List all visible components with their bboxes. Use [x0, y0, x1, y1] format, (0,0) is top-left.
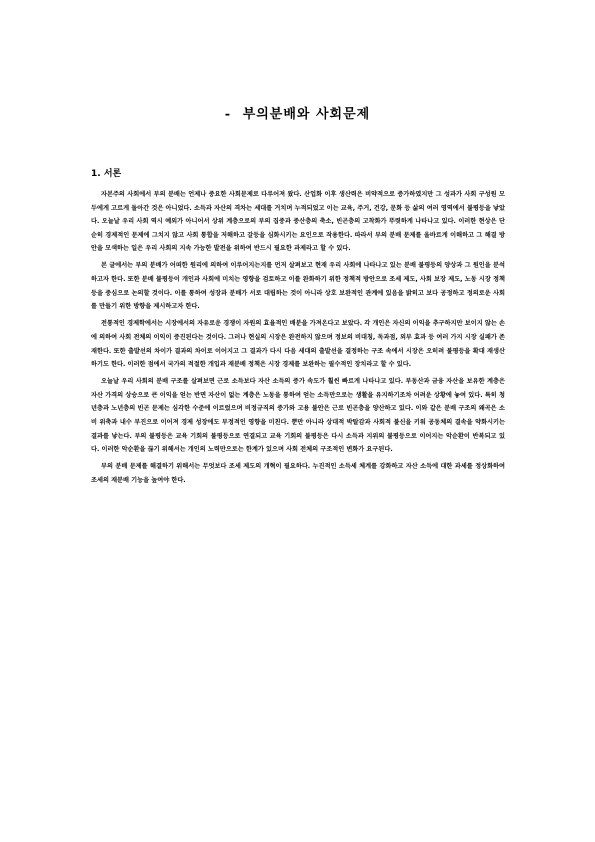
paragraph-3: 전통적인 경제학에서는 시장에서의 자유로운 경쟁이 자원의 효율적인 배분을 가져온다고 보았다. 각 개인은 자신의 이익을 추구하지만 보이지 않는 손에 의하여 사회 전체의 이익이 증진된다는 것이다. 그러나 현실의 시장은 완전하지 않으며 정보의 비대칭, 독과점, 외부 효과 등 여러 가지 시장 실패가 존재한다. 또한 출발선의 차이가 결과의 차이로 이어지고 그 결과가 다시 다음 세대의 출발선을 결정하는 구조 속에서 시장은 오히려 불평등을 확대 재생산하기도 한다. 이러한 점에서 국가의 적절한 개입과 재분배 정책은 시장 경제를 보완하는 필수적인 장치라고 할 수 있다.: [91, 320, 505, 369]
paragraph-5: 부의 분배 문제를 해결하기 위해서는 무엇보다 조세 제도의 개혁이 필요하다. 누진적인 소득세 체계를 강화하고 자산 소득에 대한 과세를 정상화하여 조세의 재분배 기능을 높여야 한다.: [91, 463, 505, 484]
body-text: [91, 188, 505, 491]
paragraph-1: 자본주의 사회에서 부의 분배는 언제나 중요한 사회문제로 다루어져 왔다. 산업화 이후 생산력은 비약적으로 증가하였지만 그 성과가 사회 구성원 모두에게 고르게 돌아간 것은 아니었다. 소득과 자산의 격차는 세대를 거치며 누적되었고 이는 교육, 주거, 건강, 문화 등 삶의 여러 영역에서 불평등을 낳았다. 오늘날 우리 사회 역시 예외가 아니어서 상위 계층으로의 부의 집중과 중산층의 축소, 빈곤층의 고착화가 뚜렷하게 나타나고 있다. 이러한 현상은 단순히 경제적인 문제에 그치지 않고 사회 통합을 저해하고 갈등을 심화시키는 요인으로 작용한다. 따라서 부의 분배 문제를 올바르게 이해하고 그 해결 방안을 모색하는 일은 우리 사회의 지속 가능한 발전을 위하여 반드시 필요한 과제라고 할 수 있다.: [91, 191, 505, 253]
section-heading: 1. 서론: [91, 169, 122, 179]
paragraph-2: 본 글에서는 부의 분배가 어떠한 원리에 의하여 이루어지는지를 먼저 살펴보고 현재 우리 사회에 나타나고 있는 분배 불평등의 양상과 그 원인을 분석하고자 한다. 또한 분배 불평등이 개인과 사회에 미치는 영향을 검토하고 이를 완화하기 위한 정책적 방안으로 조세 제도, 사회 보장 제도, 노동 시장 정책 등을 중심으로 논의할 것이다. 이를 통하여 성장과 분배가 서로 대립하는 것이 아니라 상호 보완적인 관계에 있음을 밝히고 보다 공정하고 정의로운 사회를 만들기 위한 방향을 제시하고자 한다.: [91, 262, 505, 311]
title-bullet: -: [224, 107, 232, 122]
document-title: [0, 103, 595, 122]
title-text: 부의분배와 사회문제: [242, 107, 371, 122]
paragraph-4: 오늘날 우리 사회의 분배 구조를 살펴보면 근로 소득보다 자산 소득의 증가 속도가 훨씬 빠르게 나타나고 있다. 부동산과 금융 자산을 보유한 계층은 자산 가격의 상승으로 큰 이익을 얻는 반면 자산이 없는 계층은 노동을 통하여 얻는 소득만으로는 생활을 유지하기조차 어려운 상황에 놓여 있다. 특히 청년층과 노년층의 빈곤 문제는 심각한 수준에 이르렀으며 비정규직의 증가와 고용 불안은 근로 빈곤층을 양산하고 있다. 이와 같은 분배 구조의 왜곡은 소비 위축과 내수 부진으로 이어져 경제 성장에도 부정적인 영향을 미친다. 뿐만 아니라 상대적 박탈감과 사회적 불신을 키워 공동체의 결속을 약화시키는 결과를 낳는다. 부의 불평등은 교육 기회의 불평등으로 연결되고 교육 기회의 불평등은 다시 소득과 지위의 불평등으로 이어지는 악순환이 반복되고 있다. 이러한 악순환을 끊기 위해서는 개인의 노력만으로는 한계가 있으며 사회 전체의 구조적인 변화가 요구된다.: [91, 378, 505, 454]
